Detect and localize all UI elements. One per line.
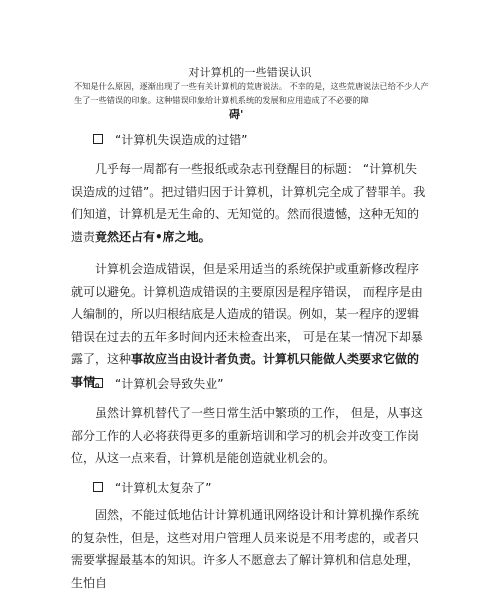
section-heading-text: “计算机会导致失业” [115,377,224,391]
section-2-paragraph-1 [71,402,429,470]
intro-paragraph: 不知是什么原因，逐渐出现了一些有关计算机的荒唐说法。 不幸的是，这些荒唐说法已给不少人产生了一些错误的印象。这种错误印象给计算机系统的发展和应用造成了不必要的障 [74,81,429,105]
paragraph-text: 虽然计算机替代了一些日常生活中繁琐的工作， 但是，从事这部分工作的人必将获得更多的重新培训和学习的机会并改变工作岗位，从这一点来看，计算机是能创造就业机会的。 [71,406,423,465]
document-title: 对计算机的一些错误认识 [188,66,312,79]
paragraph-bold-text: 事故应当由设计者负责。计算机只能做人类要求它做的事情。 [71,352,420,389]
intro-tail: 碍' [229,108,244,121]
section-heading-3 [93,480,211,496]
section-heading-text: “计算机太复杂了” [115,481,212,495]
section-1-paragraph-2 [71,258,429,393]
checkbox-icon [93,378,103,388]
section-heading-text: “计算机失误造成的过错” [115,133,248,147]
checkbox-icon [93,134,103,144]
section-1-paragraph-1 [71,158,429,248]
section-3-paragraph-1 [71,504,429,594]
paragraph-bold-text: 竟然还占有•席之地。 [95,229,211,244]
checkbox-icon [93,482,103,492]
paragraph-text: 几乎每一周都有一些报纸或杂志刊登醒目的标题： “计算机失误造成的过错”。把过错归因于计算机，计算机完全成了替罪羊。我们知道，计算机是无生命的、无知觉的。然而很遗憾，这种无知的遗责 [71,162,426,244]
section-heading-1 [93,132,247,148]
paragraph-text: 计算机会造成错误，但是采用适当的系统保护或重新修改程序就可以避免。计算机造成错误的主要原因是程序错误， 而程序是由人编制的，所以归根结底是人造成的错误。例如，某一程序的逻辑错误在过去的五年多时间内还未检查出来， 可是在某一情况下却暴露了，这种 [71,262,423,366]
paragraph-text: 固然，不能过低地估计计算机通讯网络设计和计算机操作系统的复杂性，但是，这些对用户管理人员来说是不用考虑的，或者只需要掌握最基本的知识。许多人不愿意去了解计算机和信息处理，生怕自 [71,508,420,590]
section-heading-2 [93,376,223,392]
